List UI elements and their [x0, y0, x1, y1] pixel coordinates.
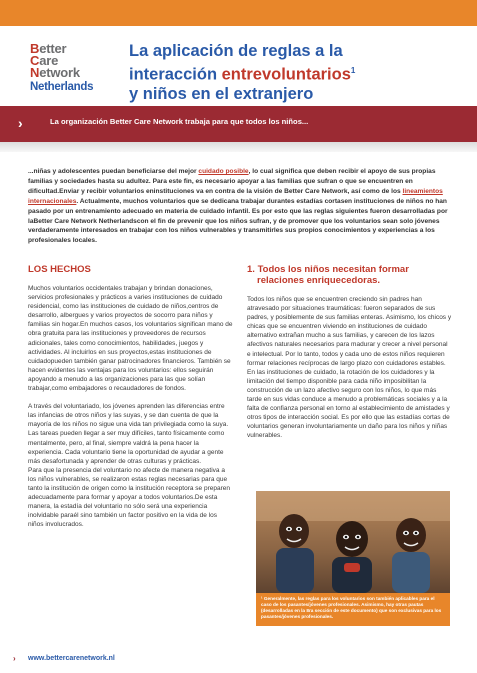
intro-text: ...niñas y adolescentes puedan beneficiarse del mejor — [28, 168, 199, 175]
paragraph: Para que la presencia del voluntario no afecte de manera negativa a los niños vulnerables, se realizaron estas reglas necesarias para que tanto la institución de origen como la institución receptora se preparen adecuadamente para formar y apoyar a todos voluntarios.De esta manera, la estadía del voluntario no sólo será una experiencia inolvidable paraél sino también un factor positivo en la vida de los niños involucrados. — [28, 466, 230, 529]
heading-number: 1. — [247, 264, 255, 275]
paragraph: A través del voluntariado, los jóvenes aprenden las diferencias entre las infancias de otros niños y las suyas, y se dan cuenta de que la mayoría de los niños no sigue una vida tan privilegiada como la suya. Las tareas pueden llegar a ser muy difíciles, tanto físicamente como mentalmente, pero, al final, siempre valdrá la pena hacer la experiencia. Cada voluntario tiene la oportunidad de ayudar a gente más desafortunada y aprender de otras culturas y prácticas. — [28, 403, 229, 465]
banner-shadow — [0, 142, 477, 152]
section-heading-relaciones — [247, 264, 452, 286]
left-column — [28, 264, 233, 529]
children-photo-illustration — [256, 491, 450, 593]
intro-text: , lo cual significa que deben recibir el apoyo de sus propias familias y sociedades hasta su adultez. Para este fin, es necesario apoyar a las familias que sufran o que se encuentren en dificultad.Enviar y recibir voluntarios eninstituciones va en contra de la visión de Better Care Network, así como de los — [28, 168, 436, 195]
banner-text: La organización Better Care Network trabaja para que todos los niños... — [50, 117, 309, 126]
intro-banner — [0, 106, 477, 142]
heading-line: Todos los niños necesitan formar — [257, 264, 409, 275]
logo-netherlands: Netherlands — [30, 81, 94, 93]
arrow-right-icon: › — [13, 654, 16, 663]
intro-text: . Actualmente, muchos voluntarios que se dedicana trabajar durantes estadías cortasen instituciones de niños no han pasado por un entrenamiento adecuado en materia de cuidado infantil. Es por esto que las reglas siguientes fueron desarrolladas por laBetter Care Network Netherlandscon el fin de prevenir que los niños sufran, y de promover que los voluntarios sean solo jóvenes verdaderamente interesados en trabajar con los niños vulnerables y transmitirles sus propios conocimientos y experiencias a los profesionales locales. — [28, 197, 448, 245]
paragraph: Muchos voluntarios occidentales trabajan y brindan donaciones, servicios profesionales y prácticos a varies instituciones de cuidado residencial, como las instituciones de cuidado de niños,centros de desarrollo, albergues y varios proyectos de socorro para niños y familias sin hogar.En muchos casos, los voluntarios significan mano de obra gratuita para las instituciones y proveedores de recursos adicionales, tales como conocimientos, habilidades, juegos y actividades. Al incluirlos en sus proyectos,estas instituciones de cuidadopueden también ganar patrocinadores financieros. También se hacen evidentes las ventajas para los voluntarios: ellos seguirán apoyando a menudo a las organizaciones para las que solían trabajar,como embajadores o recaudadores de fondos. — [28, 285, 233, 393]
logo-word: etter — [39, 41, 67, 56]
children-photo — [256, 491, 450, 593]
logo-word: are — [39, 53, 59, 68]
heading-line: relaciones enriquecedoras. — [257, 275, 381, 286]
footer-website-link[interactable]: www.bettercarenetwork.nl — [28, 655, 115, 662]
logo-letter: N — [30, 65, 40, 80]
logo-letter: B — [30, 41, 40, 56]
page-title — [129, 42, 459, 104]
cuidado-posible-link[interactable]: cuidado posible — [198, 168, 249, 175]
title-line: y niños en el extranjero — [129, 84, 314, 103]
title-footnote-mark: 1 — [350, 66, 356, 75]
footnote-text: ¹ Generalmente, las reglas para los voluntarios son también aplicables para el caso de los pasantes/jóvenes profesionales. Asimismo, hay otras pautas (desarrolladas en la 8ra sección de este documento) que son exclusivas para los pasantes/jóvenes profesionales. — [261, 596, 442, 619]
left-body — [28, 284, 233, 529]
right-column — [247, 264, 452, 441]
title-line: La aplicación de reglas a la — [129, 42, 343, 60]
footnote-box — [256, 593, 450, 626]
section-heading-hechos: LOS HECHOS — [28, 264, 91, 275]
arrow-right-icon: › — [18, 115, 23, 131]
intro-paragraph — [28, 167, 452, 246]
paragraph: Todos los niños que se encuentren creciendo sin padres han atravesado por situaciones traumáticas: fueron separados de sus padres, y posiblemente de sus familias enteras. Asimismo, los chicos y chicas que se encuentren viviendo en instituciones de cuidado alternativo extrañan mucho a sus familias, y carecen de los lazos afectivos naturales necesarios para madurar y crecer a nivel personal e intelectual. Por lo tanto, todos y cada uno de estos niños requieren formar relaciones recíprocas de largo plazo con cuidadores estables. En las instituciones de cuidado, la rotación de los cuidadores y la limitación del tiempo disponible para cada niño imposibilitan la construcción de un lazo afectivo seguro con los niños, lo que más tarde en sus vidas conduce a menudo a problemáticas sociales y a la falta de confianza personal en torno al establecimiento de amistades y otros tipos de interacción social. Es por ello que las estadías cortas de voluntarios generan involuntariamente un daño para los niños y niñas vulnerables. — [247, 296, 452, 440]
title-accent-word: entrevoluntarios — [221, 65, 351, 84]
top-accent-bar — [0, 0, 477, 26]
title-word: interacción — [129, 65, 218, 84]
logo-word: etwork — [39, 65, 80, 80]
lineamientos-link[interactable]: lineamientos internacionales — [28, 187, 443, 205]
better-care-network-logo — [30, 43, 93, 93]
logo-letter: C — [30, 53, 40, 68]
